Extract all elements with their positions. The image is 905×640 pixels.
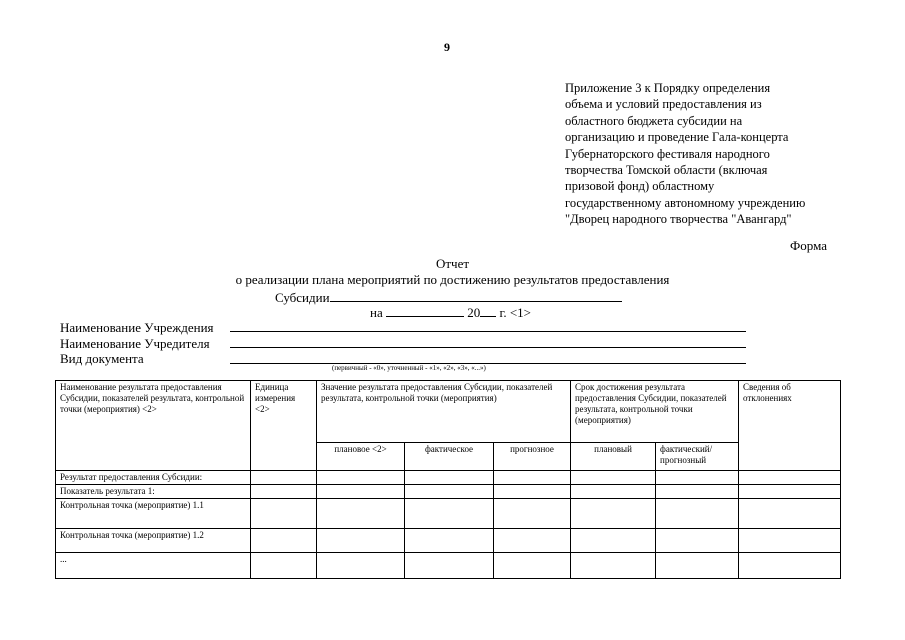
row-label: Результат предоставления Субсидии: bbox=[56, 471, 251, 485]
doc-type-hint: (первичный - «0», уточненный - «1», «2», «3», «...») bbox=[332, 364, 486, 372]
header-unit: Единица измерения <2> bbox=[251, 381, 317, 471]
appendix-line: призовой фонд) областному bbox=[565, 179, 715, 194]
row-label: Контрольная точка (мероприятие) 1.2 bbox=[56, 529, 251, 553]
table-row bbox=[56, 529, 841, 553]
appendix-line: организацию и проведение Гала-концерта bbox=[565, 130, 789, 145]
appendix-line: государственному автономному учреждению bbox=[565, 195, 806, 210]
table-row bbox=[56, 485, 841, 499]
subsidy-blank bbox=[330, 288, 622, 302]
doc-type-label: Вид документа bbox=[60, 351, 144, 366]
doc-type-line bbox=[230, 363, 746, 364]
report-table bbox=[55, 380, 841, 579]
header-value: Значение результата предоставления Субсидии, показателей результата, контрольной точки (мероприятия) bbox=[317, 381, 571, 443]
date-prefix: на bbox=[370, 305, 383, 320]
subheader-forecast: прогнозное bbox=[494, 443, 571, 471]
row-label: ... bbox=[56, 553, 251, 579]
date-blank bbox=[386, 303, 464, 317]
report-subtitle: о реализации плана мероприятий по достижению результатов предоставления bbox=[235, 272, 670, 287]
institution-line bbox=[230, 331, 746, 332]
date-suffix: г. <1> bbox=[499, 305, 532, 320]
institution-label: Наименование Учреждения bbox=[60, 320, 214, 335]
appendix-line: творчества Томской области (включая bbox=[565, 163, 768, 178]
subheader-actual-forecast-date: фактический/ прогнозный bbox=[656, 443, 739, 471]
table-row bbox=[56, 471, 841, 485]
table-row bbox=[56, 499, 841, 529]
appendix-note bbox=[565, 80, 805, 228]
appendix-line: "Дворец народного творчества "Авангард" bbox=[565, 212, 792, 227]
page-number: 9 bbox=[444, 40, 450, 54]
year-blank bbox=[480, 303, 496, 317]
form-label: Форма bbox=[790, 238, 827, 253]
subheader-planned: плановое <2> bbox=[317, 443, 405, 471]
appendix-line: Губернаторского фестиваля народного bbox=[565, 146, 770, 161]
report-title: Отчет bbox=[435, 256, 470, 271]
appendix-line: объема и условий предоставления из bbox=[565, 97, 762, 112]
header-deadline: Срок достижения результата предоставления Субсидии, показателей результата, контрольной точки (мероприятия) bbox=[571, 381, 739, 443]
header-deviation: Сведения об отклонениях bbox=[739, 381, 841, 471]
subsidy-label: Субсидии bbox=[275, 290, 330, 305]
row-label: Контрольная точка (мероприятие) 1.1 bbox=[56, 499, 251, 529]
header-name: Наименование результата предоставления Субсидии, показателей результата, контрольной точки (мероприятия) <2> bbox=[56, 381, 251, 471]
appendix-line: областного бюджета субсидии на bbox=[565, 113, 743, 128]
subheader-actual: фактическое bbox=[405, 443, 494, 471]
founder-label: Наименование Учредителя bbox=[60, 336, 210, 351]
subheader-planned-date: плановый bbox=[571, 443, 656, 471]
date-line bbox=[370, 303, 531, 321]
appendix-line: Приложение 3 к Порядку определения bbox=[565, 81, 771, 95]
founder-line bbox=[230, 347, 746, 348]
row-label: Показатель результата 1: bbox=[56, 485, 251, 499]
table-row bbox=[56, 553, 841, 579]
date-year-prefix: 20 bbox=[467, 305, 481, 320]
